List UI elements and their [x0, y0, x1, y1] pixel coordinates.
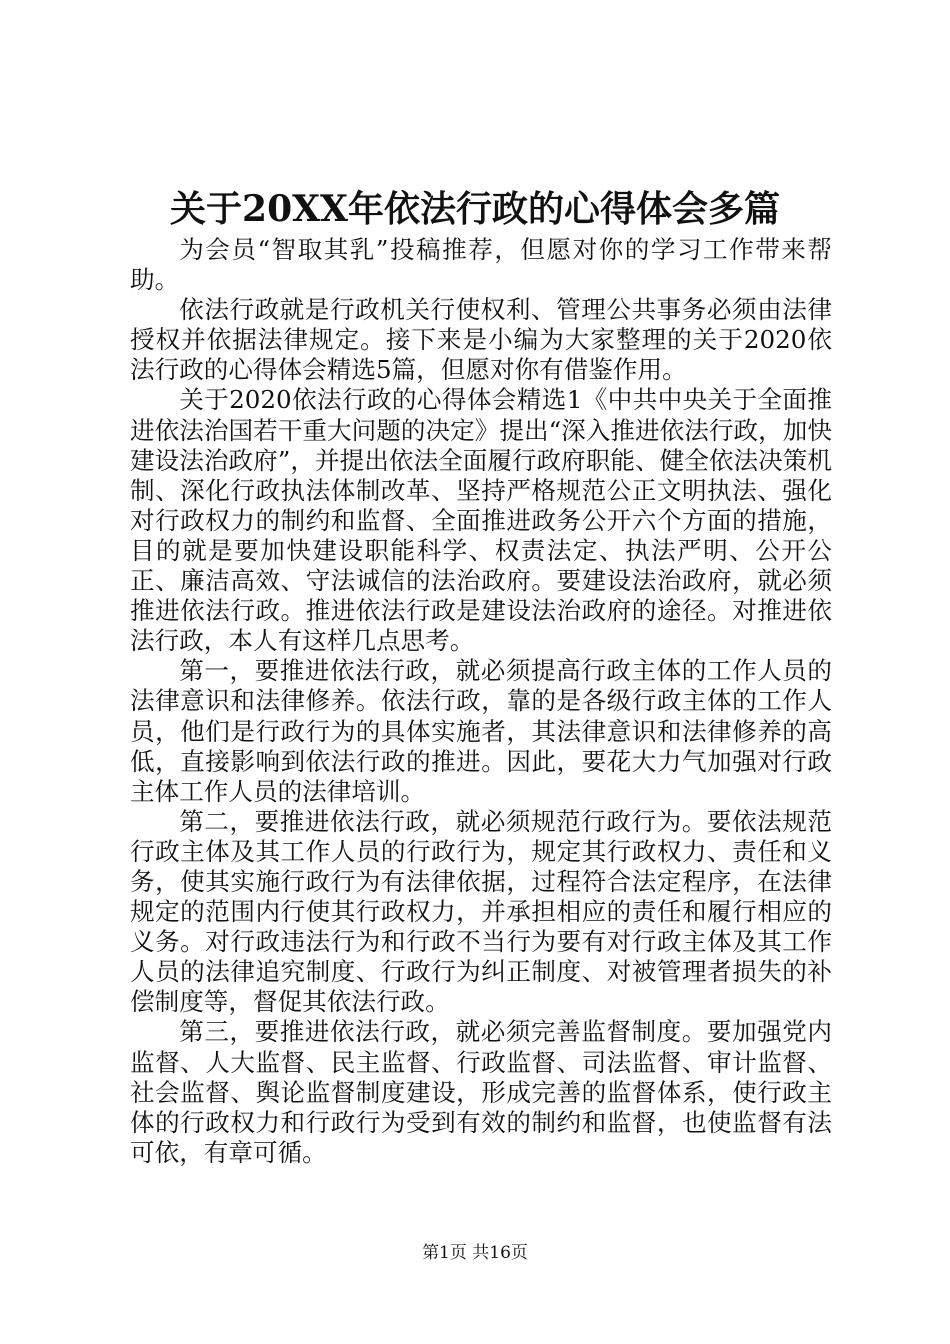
paragraph-essay-1: 关于2020依法行政的心得体会精选1《中共中央关于全面推进依法治国若干重大问题的决定》提出“深入推进依法行政，加快建设法治政府”，并提出依法全面履行政府职能、健全依法决策机制、深化行政执法体制改革、坚持严格规范公正文明执法、强化对行政权力的制约和监督、全面推进政务公开六个方面的措施，目的就是要加快建设职能科学、权责法定、执法严明、公开公正、廉洁高效、守法诚信的法治政府。要建设法治政府，就必须推进依法行政。推进依法行政是建设法治政府的途径。对推进依法行政，本人有这样几点思考。: [130, 385, 832, 656]
paragraph-point-2: 第二，要推进依法行政，就必须规范行政行为。要依法规范行政主体及其工作人员的行政行为，规定其行政权力、责任和义务，使其实施行政行为有法律依据，过程符合法定程序，在法律规定的范围内行使其行政权力，并承担相应的责任和履行相应的义务。对行政违法行为和行政不当行为要有对行政主体及其工作人员的法律追究制度、行政行为纠正制度、对被管理者损失的补偿制度等，督促其依法行政。: [130, 806, 832, 1017]
document-title: 关于20XX年依法行政的心得体会多篇: [170, 188, 780, 230]
page-number-footer: 第1页 共16页: [422, 1243, 528, 1263]
paragraph-definition: 依法行政就是行政机关行使权利、管理公共事务必须由法律授权并依据法律规定。接下来是小编为大家整理的关于2020依法行政的心得体会精选5篇，但愿对你有借鉴作用。: [130, 295, 832, 385]
paragraph-intro: 为会员“智取其乳”投稿推荐，但愿对你的学习工作带来帮助。: [130, 235, 832, 295]
paragraph-point-1: 第一，要推进依法行政，就必须提高行政主体的工作人员的法律意识和法律修养。依法行政，靠的是各级行政主体的工作人员，他们是行政行为的具体实施者，其法律意识和法律修养的高低，直接影响到依法行政的推进。因此，要花大力气加强对行政主体工作人员的法律培训。: [130, 656, 832, 806]
document-body: [130, 235, 832, 1168]
paragraph-point-3: 第三，要推进依法行政，就必须完善监督制度。要加强党内监督、人大监督、民主监督、行政监督、司法监督、审计监督、社会监督、舆论监督制度建设，形成完善的监督体系，使行政主体的行政权力和行政行为受到有效的制约和监督，也使监督有法可依，有章可循。: [130, 1017, 832, 1167]
